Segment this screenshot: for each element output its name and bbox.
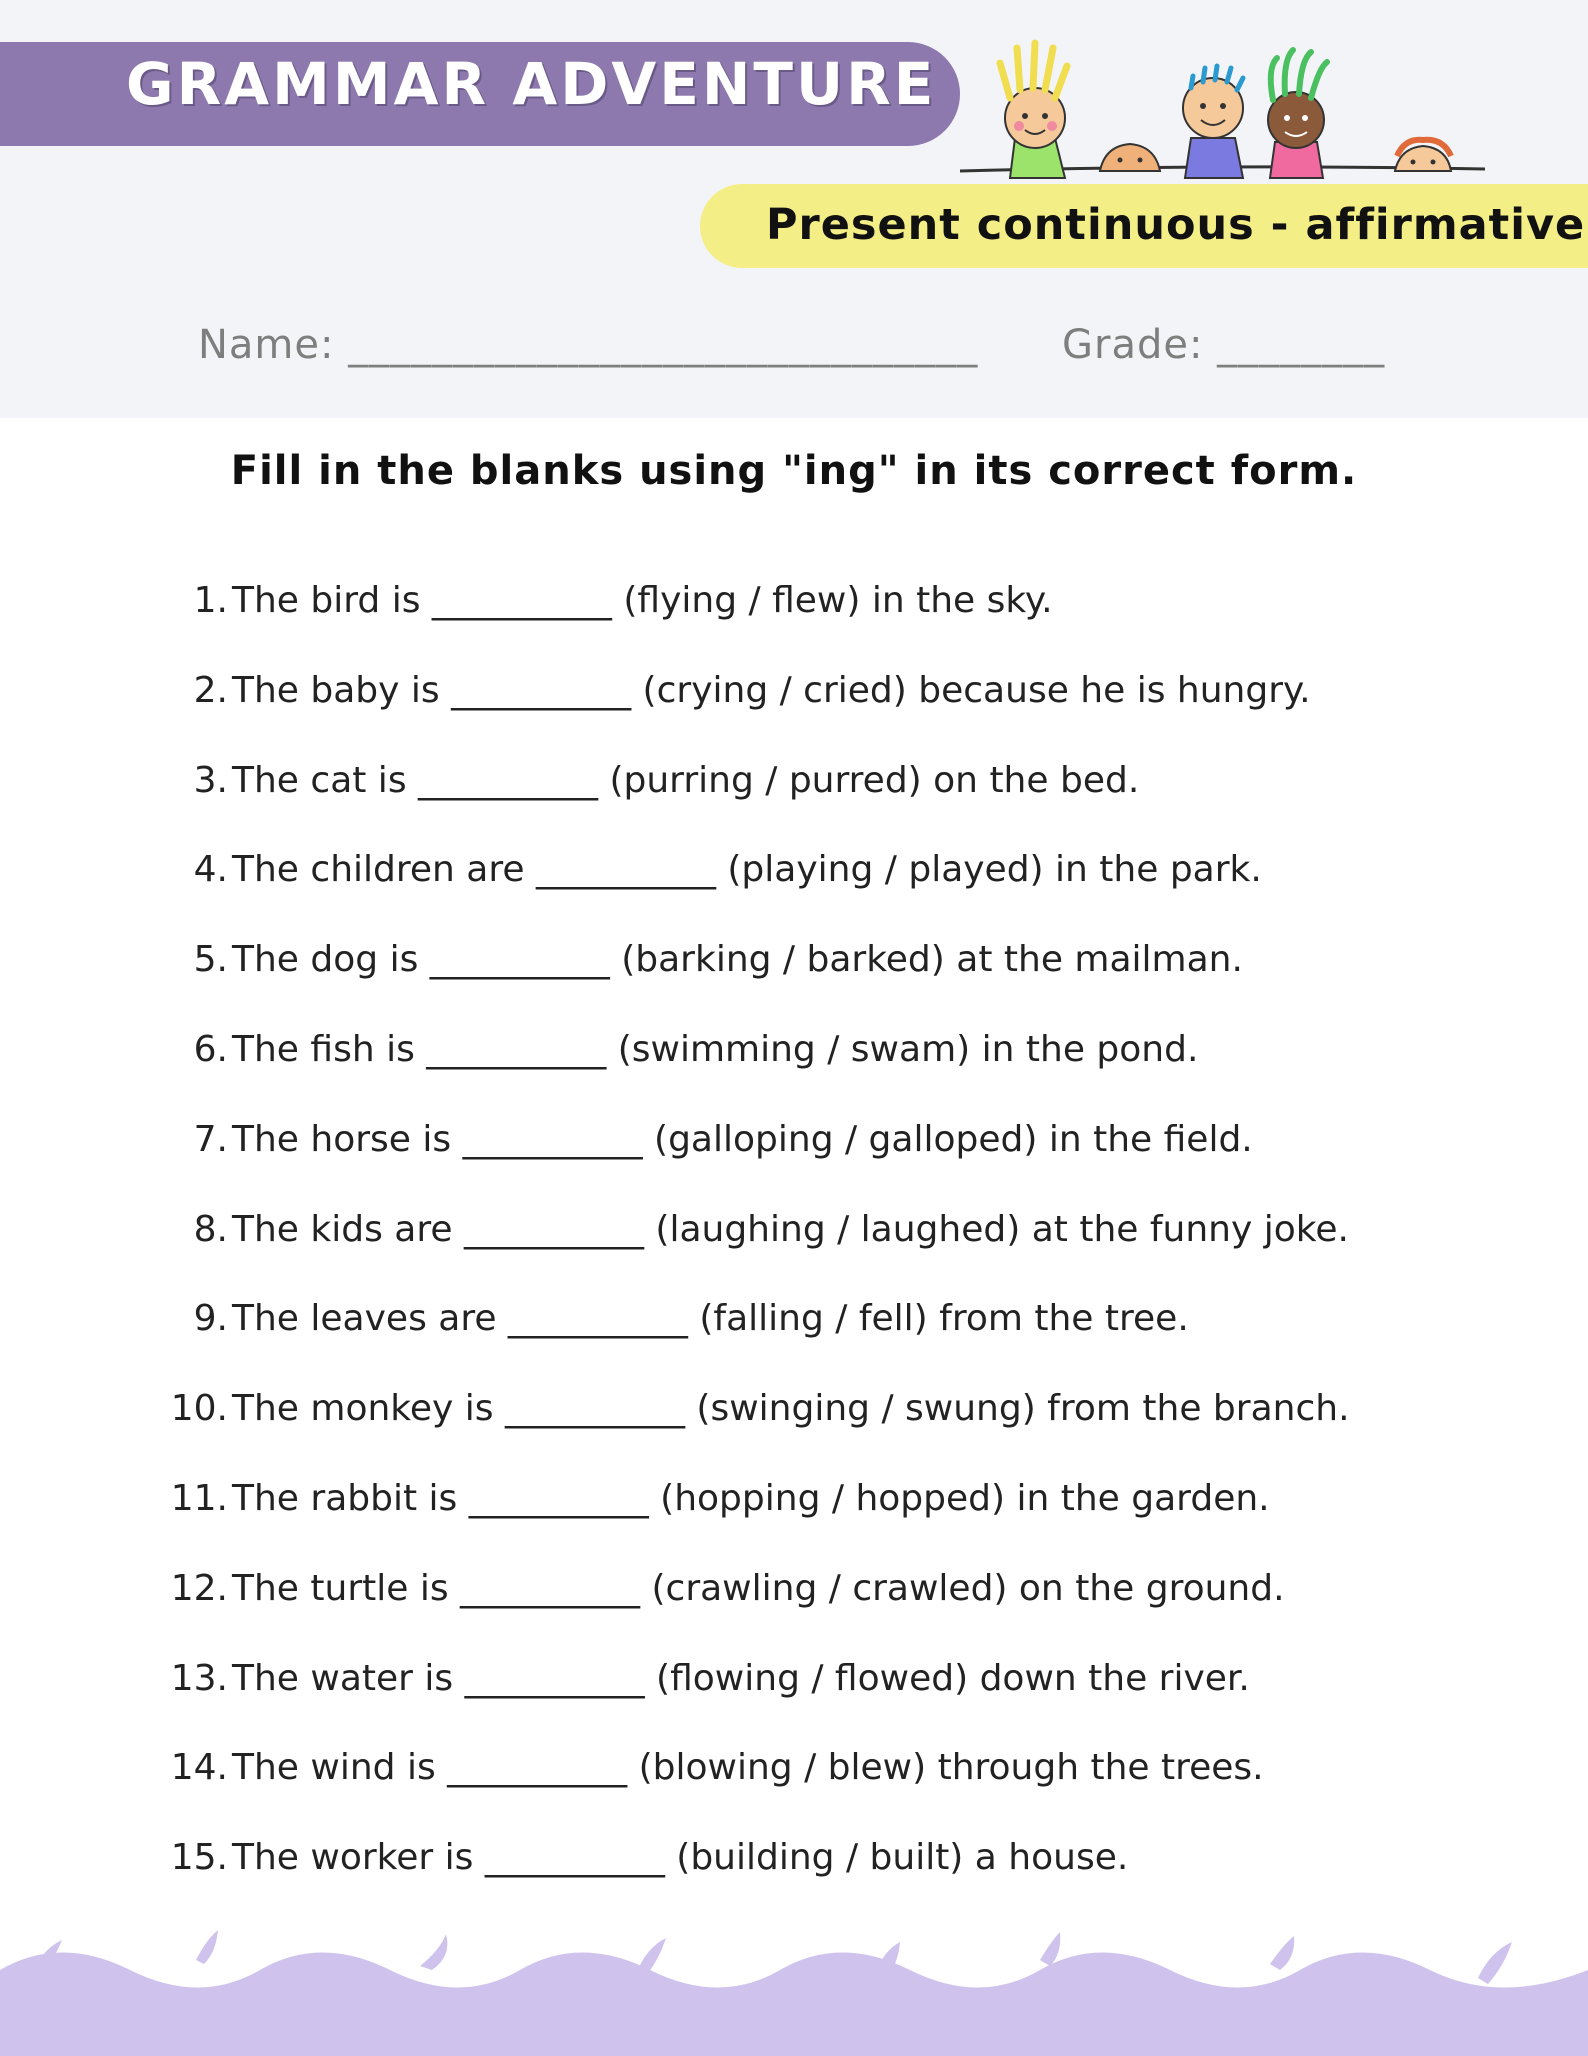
question-number: 4. — [193, 849, 228, 891]
wave-footer-icon — [0, 1930, 1588, 2056]
question-number: 3. — [193, 759, 228, 801]
cartoon-kids-icon — [955, 38, 1495, 188]
question-number: 8. — [193, 1208, 228, 1250]
question-text[interactable]: The fish is __________ (swimming / swam) in the pond. — [232, 1028, 1199, 1070]
question-item — [0, 1658, 1588, 1748]
question-text[interactable]: The dog is __________ (barking / barked) at the mailman. — [232, 939, 1243, 981]
question-item — [0, 1119, 1588, 1209]
question-text[interactable]: The water is __________ (flowing / flowed) down the river. — [232, 1657, 1250, 1699]
question-number: 1. — [193, 580, 228, 621]
question-number: 9. — [193, 1298, 228, 1340]
question-text[interactable]: The baby is __________ (crying / cried) because he is hungry. — [232, 669, 1311, 711]
question-text[interactable]: The cat is __________ (purring / purred) on the bed. — [232, 759, 1140, 801]
question-item — [0, 760, 1588, 850]
question-text[interactable]: The worker is __________ (building / built) a house. — [232, 1837, 1129, 1879]
worksheet-subtitle: Present continuous - affirmative — [766, 200, 1586, 250]
question-number: 14. — [170, 1747, 228, 1789]
grade-field[interactable]: Grade: ________ — [1062, 322, 1386, 368]
question-number: 2. — [193, 669, 228, 711]
question-number: 5. — [193, 939, 228, 981]
question-text[interactable]: The monkey is __________ (swinging / swung) from the branch. — [232, 1388, 1350, 1430]
question-text[interactable]: The rabbit is __________ (hopping / hopped) in the garden. — [232, 1477, 1270, 1519]
question-text[interactable]: The bird is __________ (flying / flew) in the sky. — [232, 580, 1053, 621]
question-item — [0, 1478, 1588, 1568]
question-text[interactable]: The children are __________ (playing / played) in the park. — [232, 849, 1262, 891]
question-item — [0, 1388, 1588, 1478]
instruction-text: Fill in the blanks using "ing" in its correct form. — [230, 448, 1358, 494]
question-item — [0, 1568, 1588, 1658]
question-number: 13. — [170, 1657, 228, 1699]
question-number: 7. — [193, 1118, 228, 1160]
question-item — [0, 670, 1588, 760]
question-number: 12. — [170, 1567, 228, 1609]
worksheet-title: GRAMMAR ADVENTURE — [126, 50, 937, 118]
question-text[interactable]: The leaves are __________ (falling / fell) from the tree. — [232, 1298, 1189, 1340]
question-item — [0, 1029, 1588, 1119]
question-number: 6. — [193, 1028, 228, 1070]
question-list — [0, 580, 1588, 1927]
question-item — [0, 849, 1588, 939]
question-text[interactable]: The wind is __________ (blowing / blew) through the trees. — [232, 1747, 1264, 1789]
question-number: 11. — [170, 1477, 228, 1519]
question-text[interactable]: The turtle is __________ (crawling / crawled) on the ground. — [232, 1567, 1285, 1609]
question-item — [0, 580, 1588, 670]
question-number: 15. — [170, 1837, 228, 1879]
question-number: 10. — [170, 1388, 228, 1430]
question-item — [0, 1747, 1588, 1837]
question-text[interactable]: The kids are __________ (laughing / laughed) at the funny joke. — [232, 1208, 1349, 1250]
question-text[interactable]: The horse is __________ (galloping / galloped) in the field. — [232, 1118, 1253, 1160]
question-item — [0, 1837, 1588, 1927]
question-item — [0, 939, 1588, 1029]
name-field[interactable]: Name: ______________________________ — [198, 322, 979, 368]
question-item — [0, 1298, 1588, 1388]
question-item — [0, 1209, 1588, 1299]
